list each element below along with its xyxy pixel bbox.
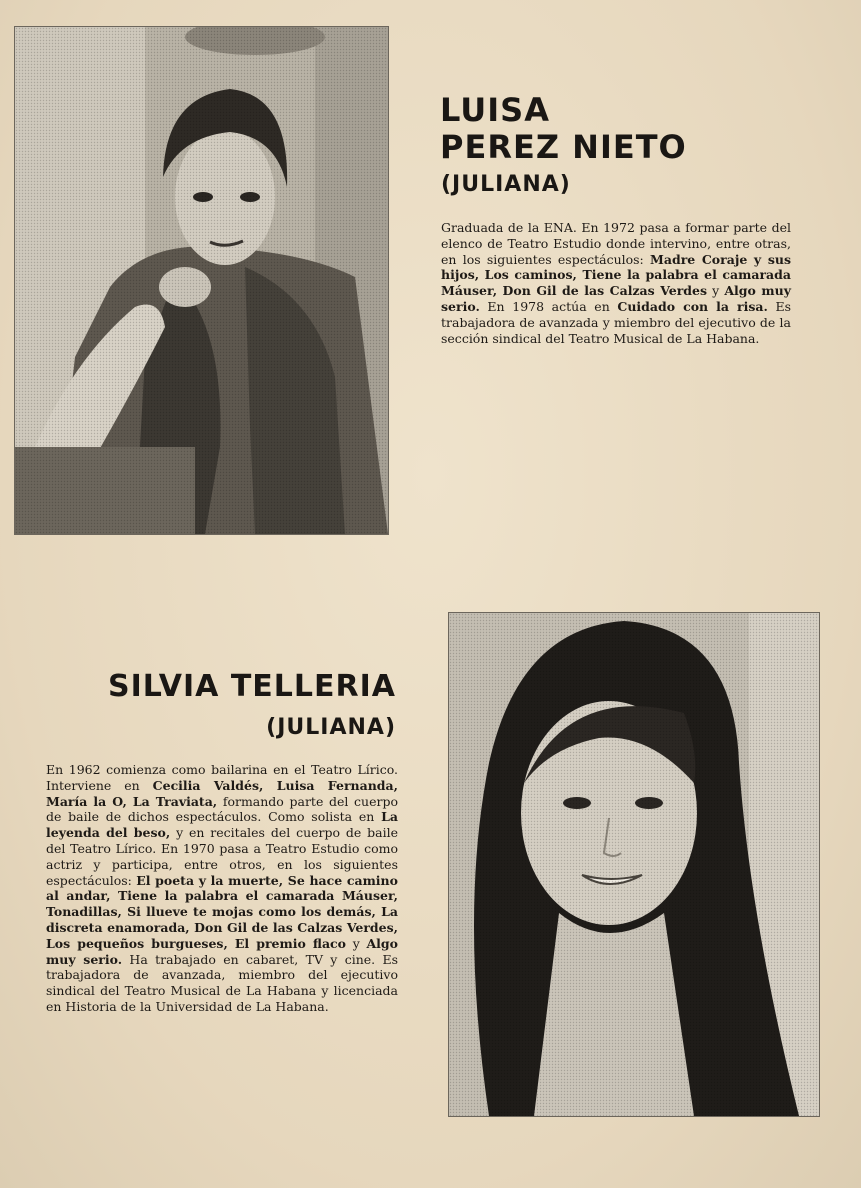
bio-text-run: y bbox=[346, 935, 367, 951]
bio-text-run: y bbox=[707, 283, 725, 299]
portrait-illustration bbox=[15, 27, 388, 534]
bio-title-run: El poeta y la muerte, Se hace camino al andar, Tiene la palabra el camarada Máuser, Tonadillas, Si llueve te mojas como los demás, La discreta enamorada, Don Gil de las Calzas Verdes, Los pequeños burgueses, El premio flaco bbox=[46, 872, 398, 951]
profile-2-role: (JULIANA) bbox=[266, 715, 396, 740]
portrait-photo-silvia bbox=[449, 613, 819, 1116]
profile-1-role: (JULIANA) bbox=[441, 172, 571, 197]
bio-text-run: En 1978 actúa en bbox=[479, 298, 618, 314]
portrait-photo-luisa bbox=[15, 27, 388, 534]
bio-title-run: Cecilia Valdés, Luisa Fernanda, María la O, La Traviata, bbox=[46, 777, 398, 809]
bio-text-run: Ha trabajado en cabaret, TV y cine. Es trabajadora de avanzada, miembro del ejecutivo sindical del Teatro Musical de La Habana y licenciada en Historia de la Universidad de La Habana. bbox=[46, 951, 398, 1014]
profile-1-name bbox=[440, 92, 840, 166]
profile-1-name-line2: PEREZ NIETO bbox=[440, 128, 687, 166]
profile-1-bio bbox=[441, 220, 791, 346]
bio-title-run: Algo muy serio. bbox=[46, 935, 398, 967]
profile-1-name-line1: LUISA bbox=[440, 91, 550, 129]
profile-2-name: SILVIA TELLERIA bbox=[108, 669, 396, 704]
bio-title-run: Cuidado con la risa. bbox=[617, 298, 768, 314]
bio-text-run: Graduada de la ENA. En 1972 pasa a formar parte del elenco de Teatro Estudio donde intervino, entre otras, en los siguientes espectáculos: bbox=[441, 220, 791, 267]
bio-title-run: Algo muy serio. bbox=[441, 283, 791, 314]
portrait-illustration bbox=[449, 613, 819, 1116]
bio-text-run: En 1962 comienza como bailarina en el Teatro Lírico. Interviene en bbox=[46, 762, 398, 793]
bio-title-run: Madre Coraje y sus hijos, Los caminos, Tiene la palabra el camarada Máuser, Don Gil de las Calzas Verdes bbox=[441, 251, 791, 299]
bio-title-run: La leyenda del beso, bbox=[46, 809, 398, 841]
bio-text-run: y en recitales del cuerpo de baile del Teatro Lírico. En 1970 pasa a Teatro Estudio como actriz y participa, entre otros, en los siguientes espectáculos: bbox=[46, 825, 399, 888]
bio-text-run: formando parte del cuerpo de baile de dichos espectáculos. Como solista en bbox=[46, 793, 399, 825]
profile-2-bio bbox=[46, 762, 398, 1015]
bio-text-run: Es trabajadora de avanzada y miembro del ejecutivo de la sección sindical del Teatro Musical de La Habana. bbox=[441, 298, 792, 346]
